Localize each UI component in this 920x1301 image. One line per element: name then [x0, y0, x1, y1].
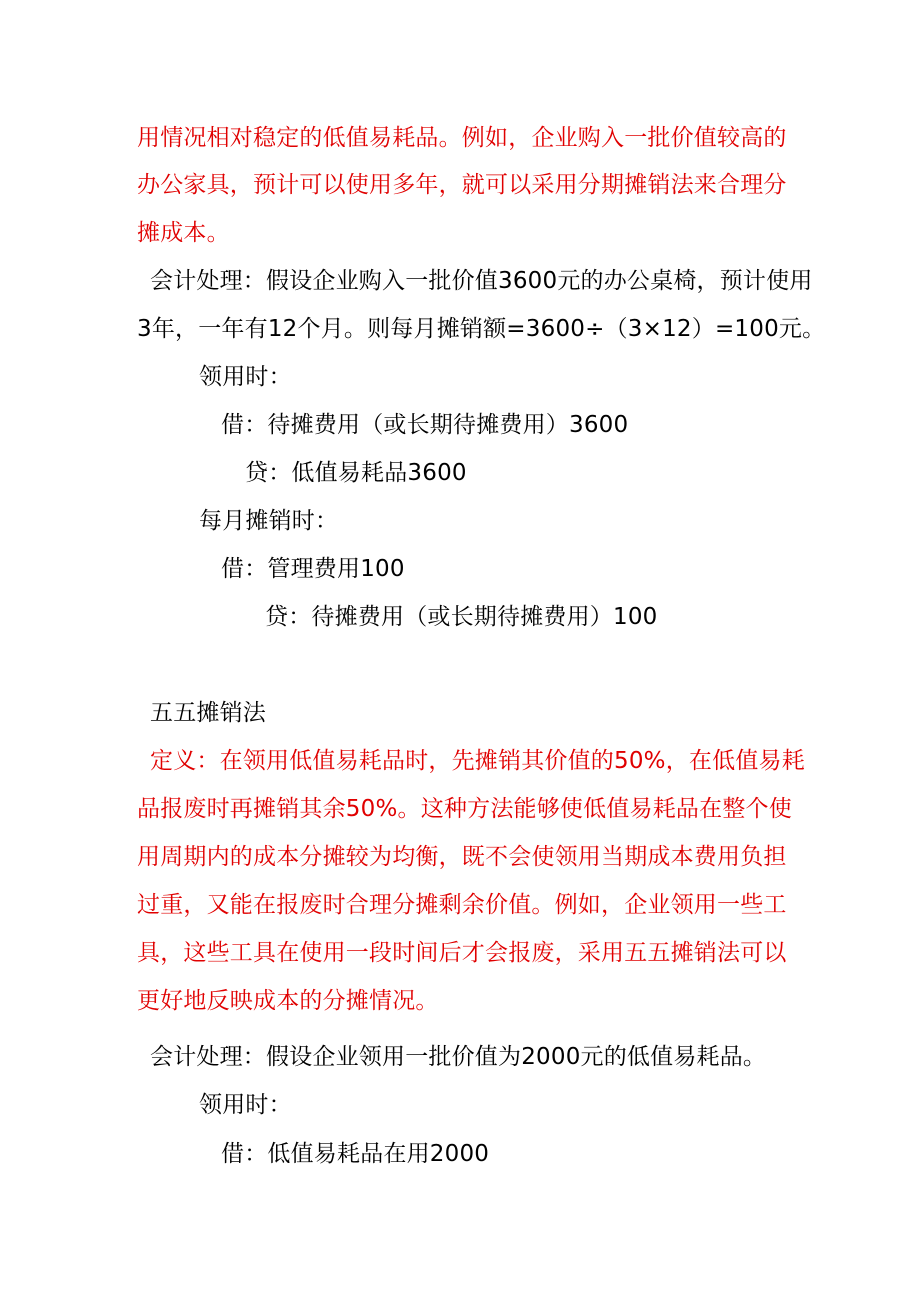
- debit-entry: 借：管理费用100: [221, 556, 405, 582]
- definition-line: 品报废时再摊销其余50%。这种方法能够使低值易耗品在整个使: [137, 796, 792, 822]
- debit-entry: 借：待摊费用（或长期待摊费用）3600: [221, 412, 629, 438]
- credit-entry: 贷：待摊费用（或长期待摊费用）100: [265, 604, 658, 630]
- receive-label: 领用时：: [199, 1092, 292, 1118]
- paragraph-line: 办公家具，预计可以使用多年，就可以采用分期摊销法来合理分: [137, 172, 787, 198]
- paragraph-line: 用情况相对稳定的低值易耗品。例如，企业购入一批价值较高的: [137, 125, 787, 151]
- definition-line: 具，这些工具在使用一段时间后才会报废，采用五五摊销法可以: [137, 940, 787, 966]
- monthly-amortization-label: 每月摊销时：: [199, 508, 339, 534]
- section-title: 五五摊销法: [150, 700, 266, 726]
- receive-label: 领用时：: [199, 364, 292, 390]
- accounting-treatment-line: 会计处理：假设企业领用一批价值为2000元的低值易耗品。: [150, 1044, 767, 1070]
- accounting-treatment-line: 3年，一年有12个月。则每月摊销额=3600÷（3×12）=100元。: [137, 316, 826, 342]
- definition-line: 用周期内的成本分摊较为均衡，既不会使领用当期成本费用负担: [137, 844, 787, 870]
- paragraph-line: 摊成本。: [137, 220, 230, 246]
- definition-line: 定义：在领用低值易耗品时，先摊销其价值的50%，在低值易耗: [150, 748, 805, 774]
- definition-line: 过重，又能在报废时合理分摊剩余价值。例如，企业领用一些工: [137, 892, 787, 918]
- credit-entry: 贷：低值易耗品3600: [245, 460, 467, 486]
- debit-entry: 借：低值易耗品在用2000: [221, 1141, 490, 1167]
- accounting-treatment-line: 会计处理：假设企业购入一批价值3600元的办公桌椅，预计使用: [150, 268, 813, 294]
- definition-line: 更好地反映成本的分摊情况。: [137, 988, 439, 1014]
